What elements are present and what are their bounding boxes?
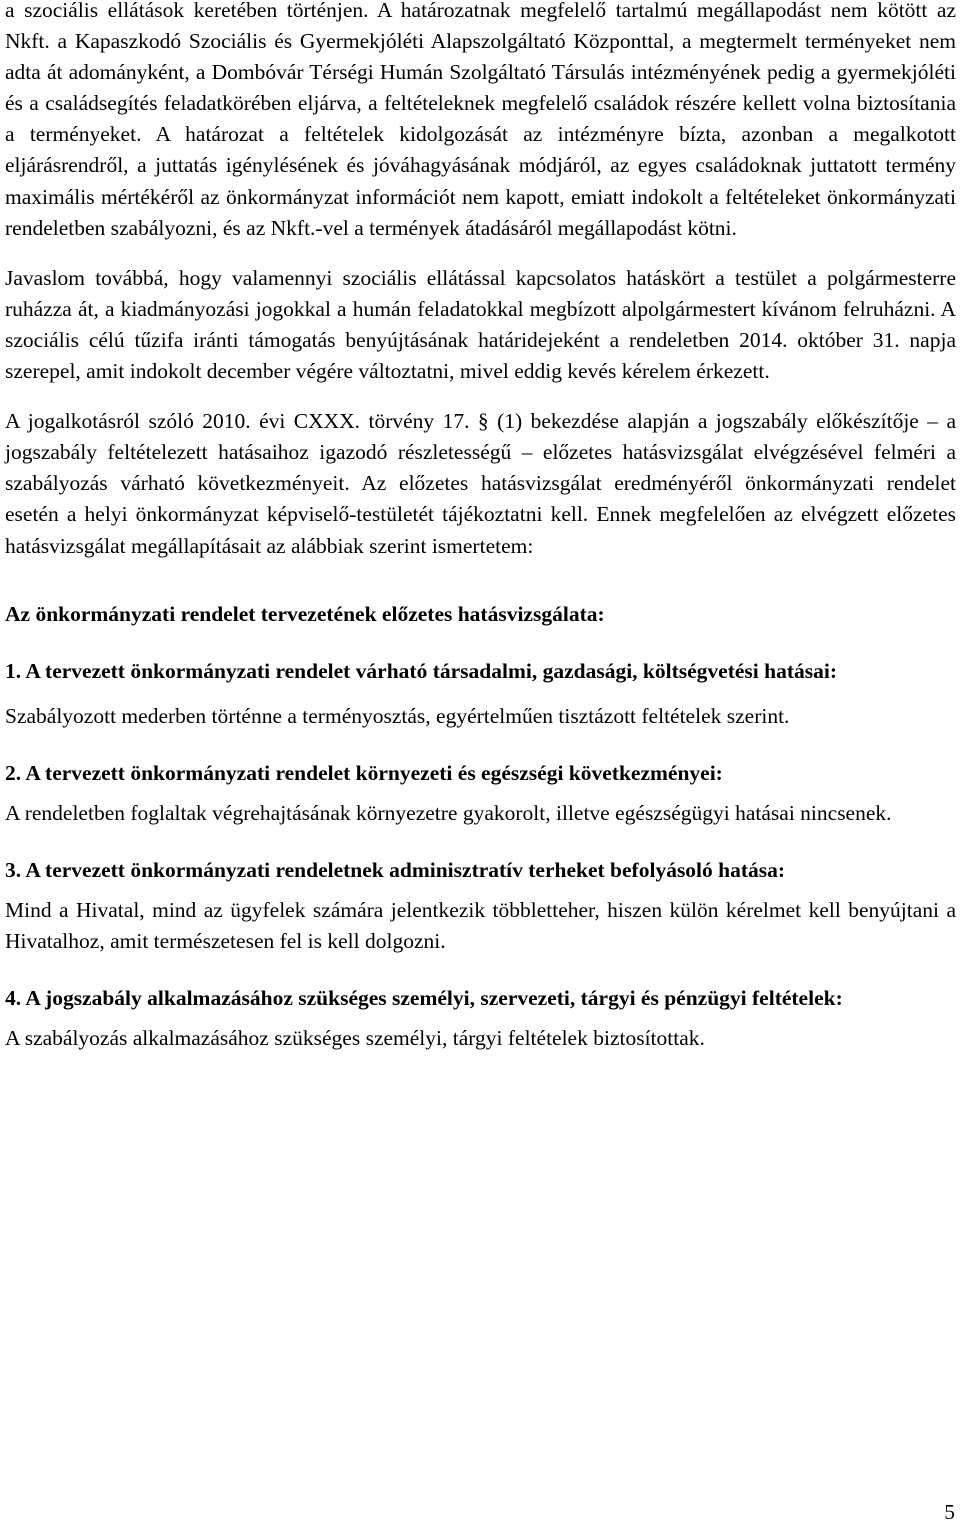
item-4-text: A szabályozás alkalmazásához szükséges személyi, tárgyi feltételek biztosítottak. bbox=[5, 1026, 705, 1051]
body-paragraph-3: A jogalkotásról szóló 2010. évi CXXX. törvény 17. § (1) bekezdése alapján a jogszabály előkészítője – a jogszabály feltételezett hatásaihoz igazodó részletességű – előzetes hatásvizsgálat elvégzésével felméri a szabályozás várható következményeit. Az előzetes hatásvizsgálat eredményéről önkormányzati rendelet esetén a helyi önkormányzat képviselő-testületét tájékoztatni kell. Ennek megfelelően az elvégzett előzetes hatásvizsgálat megállapításait az alábbiak szerint ismertetem: bbox=[5, 409, 956, 558]
item-1-heading: 1. A tervezett önkormányzati rendelet várható társadalmi, gazdasági, költségvetési hatásai: bbox=[5, 658, 838, 683]
body-paragraph-1: a szociális ellátások keretében történjen. A határozatnak megfelelő tartalmú megállapodást nem kötött az Nkft. a Kapaszkodó Szociális és Gyermekjóléti Alapszolgáltató Központtal, a megtermelt terményeket nem adta át adományként, a Dombóvár Térségi Humán Szolgáltató Társulás intézményének pedig a gyermekjóléti és a családsegítés feladatkörében eljárva, a feltételeknek megfelelő családok részére kellett volna biztosítania a terményeket. A határozat a feltételek kidolgozását az intézményre bízta, azonban a megalkotott eljárásrendről, a juttatás igénylésének és jóváhagyásának módjáról, az egyes családoknak juttatott termény maximális mértékéről az önkormányzat információt nem kapott, emiatt indokolt a feltételeket önkormányzati rendeletben szabályozni, és az Nkft.-vel a termények átadásáról megállapodást kötni. bbox=[5, 0, 956, 240]
body-paragraph-2: Javaslom továbbá, hogy valamennyi szociális ellátással kapcsolatos hatáskört a testület a polgármesterre ruházza át, a kiadmányozási jogokkal a humán feladatokkal megbízott alpolgármestert kívánom felruházni. A szociális célú tűzifa iránti támogatás benyújtásának határidejeként a rendeletben 2014. október 31. napja szerepel, amit indokolt december végére változtatni, mivel eddig kevés kérelem érkezett. bbox=[5, 265, 956, 384]
item-2-heading: 2. A tervezett önkormányzati rendelet környezeti és egészségi következményei: bbox=[5, 760, 723, 785]
item-2-text: A rendeletben foglaltak végrehajtásának környezetre gyakorolt, illetve egészségügyi hatásai nincsenek. bbox=[5, 800, 892, 825]
document-page bbox=[5, 0, 956, 1055]
item-4-heading: 4. A jogszabály alkalmazásához szükséges személyi, szervezeti, tárgyi és pénzügyi feltételek: bbox=[5, 986, 843, 1011]
item-3-heading: 3. A tervezett önkormányzati rendeletnek adminisztratív terheket befolyásoló hatása: bbox=[5, 858, 786, 883]
page-number: 5 bbox=[944, 1500, 955, 1524]
item-3-text: Mind a Hivatal, mind az ügyfelek számára jelentkezik többletteher, hiszen külön kérelmet kell benyújtani a Hivatalhoz, amit természetesen fel is kell dolgozni. bbox=[5, 898, 956, 954]
item-1-text: Szabályozott mederben történne a terményosztás, egyértelműen tisztázott feltételek szerint. bbox=[5, 703, 790, 728]
section-title: Az önkormányzati rendelet tervezetének előzetes hatásvizsgálata: bbox=[5, 601, 605, 626]
